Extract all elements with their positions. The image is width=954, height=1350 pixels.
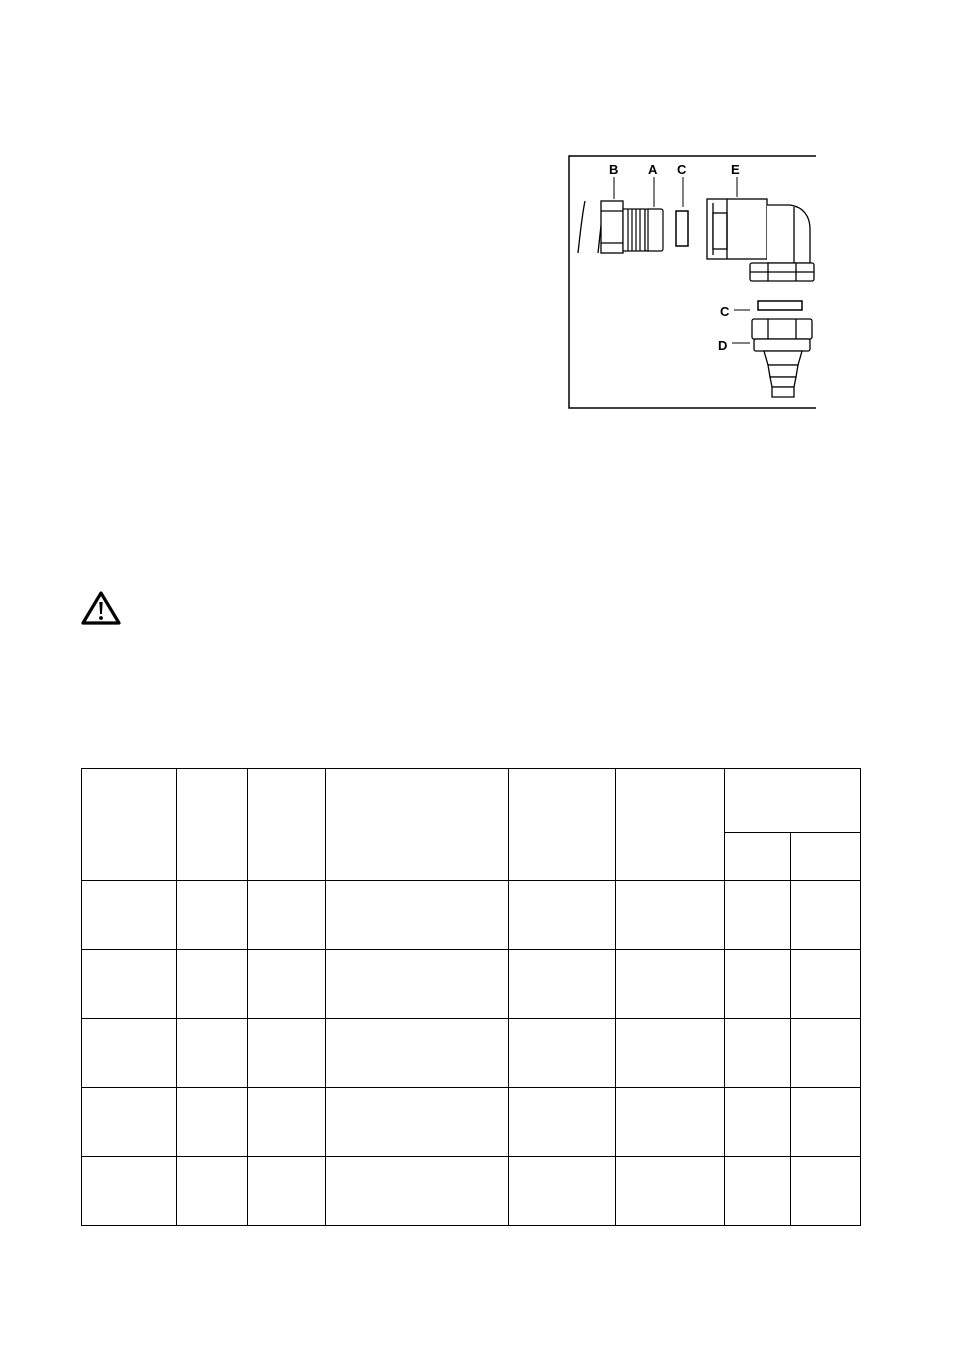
table-cell (248, 1088, 326, 1157)
hose-fitting-drawing (568, 155, 818, 409)
table-cell (616, 881, 725, 950)
table-cell (326, 1157, 509, 1226)
table-cell (177, 881, 248, 950)
part-a-connector (623, 209, 663, 251)
table-cell (82, 950, 177, 1019)
table-row (82, 881, 861, 950)
table-row (82, 950, 861, 1019)
header-cell (326, 769, 509, 881)
table-cell (616, 950, 725, 1019)
header-cell (616, 769, 725, 881)
header-cell (177, 769, 248, 881)
table-cell (326, 1088, 509, 1157)
label-b: B (609, 162, 619, 177)
table-header-row (82, 769, 861, 833)
table-cell (725, 950, 791, 1019)
label-a: A (648, 162, 658, 177)
table-cell (82, 1088, 177, 1157)
table-cell (791, 1088, 861, 1157)
table-cell (248, 1019, 326, 1088)
part-e-elbow (707, 199, 814, 281)
label-c-top: C (677, 162, 687, 177)
header-group-cell (725, 769, 861, 833)
table-cell (725, 1019, 791, 1088)
table-cell (248, 1157, 326, 1226)
table-cell (326, 881, 509, 950)
table-row (82, 1088, 861, 1157)
hose-fitting-diagram (568, 155, 818, 409)
table-cell (791, 1157, 861, 1226)
table-cell (248, 881, 326, 950)
table-cell (509, 950, 616, 1019)
table-cell (82, 881, 177, 950)
table-row (82, 1019, 861, 1088)
table-cell (616, 1088, 725, 1157)
header-cell (82, 769, 177, 881)
subheader-cell (725, 833, 791, 881)
table-cell (509, 1088, 616, 1157)
table-cell (177, 1088, 248, 1157)
table-cell (725, 1088, 791, 1157)
table-cell (177, 1157, 248, 1226)
header-cell (248, 769, 326, 881)
part-d-hose-tail (752, 319, 812, 397)
label-c-bottom: C (720, 304, 730, 319)
part-b-nut (601, 201, 623, 253)
table-cell (725, 1157, 791, 1226)
table-cell (82, 1019, 177, 1088)
table-cell (326, 1019, 509, 1088)
table-cell (725, 881, 791, 950)
table-cell (177, 950, 248, 1019)
table-cell (177, 1019, 248, 1088)
table-cell (791, 881, 861, 950)
subheader-cell (791, 833, 861, 881)
part-c-seal-bottom (758, 301, 802, 310)
specification-table (81, 768, 861, 1226)
table-cell (509, 1157, 616, 1226)
warning-triangle-icon (80, 590, 122, 626)
header-cell (509, 769, 616, 881)
table-cell (616, 1157, 725, 1226)
table-cell (326, 950, 509, 1019)
table-cell (616, 1019, 725, 1088)
hose (578, 201, 604, 253)
table-cell (248, 950, 326, 1019)
table-cell (509, 881, 616, 950)
table-cell (791, 950, 861, 1019)
table-cell (791, 1019, 861, 1088)
table-cell (509, 1019, 616, 1088)
part-c-seal-top (676, 211, 688, 246)
label-e: E (731, 162, 740, 177)
table-cell (82, 1157, 177, 1226)
table-row (82, 1157, 861, 1226)
label-d: D (718, 338, 728, 353)
